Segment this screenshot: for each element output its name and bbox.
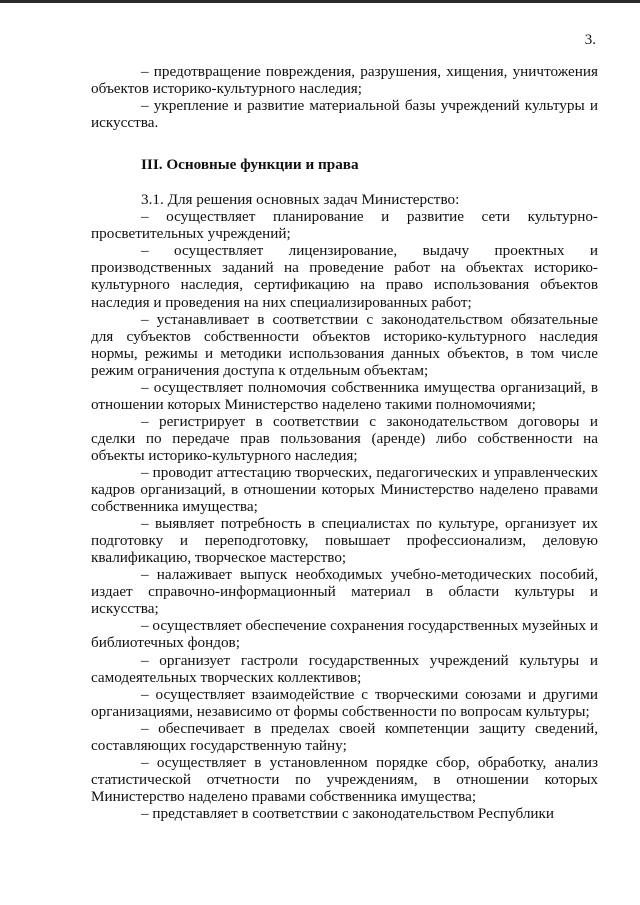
list-item: – осуществляет обеспечение сохранения государственных музейных и библиотечных фондов; (91, 617, 598, 652)
list-item: – осуществляет взаимодействие с творческими союзами и другими организациями, независимо от формы собственности по вопросам культуры; (91, 685, 598, 720)
list-item: – регистрирует в соответствии с законодательством договоры и сделки по передаче прав пользования (аренде) либо собственности на объекты историко-культурного наследия; (91, 412, 598, 464)
paragraph: – предотвращение повреждения, разрушения, хищения, уничтожения объектов историко-культурного наследия; (91, 63, 598, 98)
paragraph: – укрепление и развитие материальной базы учреждений культуры и искусства. (91, 97, 598, 132)
list-item: – организует гастроли государственных учреждений культуры и самодеятельных творческих коллективов; (91, 651, 598, 686)
list-item: – устанавливает в соответствии с законодательством обязательные для субъектов собственности объектов историко-культурного наследия нормы, режимы и методики использования данных объектов, в том числе режим ограничения доступа к отдельным объектам; (91, 310, 598, 379)
list-item: – налаживает выпуск необходимых учебно-методических пособий, издает справочно-информационный материал в области культуры и искусства; (91, 566, 598, 618)
list-item: – проводит аттестацию творческих, педагогических и управленческих кадров организаций, в отношении которых Министерство наделено правами собственника имущества; (91, 463, 598, 516)
list-item: – осуществляет лицензирование, выдачу проектных и производственных заданий на проведение работ на объектах историко-культурного наследия, сертификацию на право использования объектов наследия и проведения на них специализированных работ; (91, 242, 598, 311)
list-item: – осуществляет в установленном порядке сбор, обработку, анализ статистической отчетности по учреждениям, в отношении которых Министерство наделено правами собственника имущества; (91, 753, 598, 805)
list-item: – выявляет потребность в специалистах по культуре, организует их подготовку и переподготовку, повышает профессионализм, деловую квалификацию, творческое мастерство; (91, 515, 598, 567)
page-number: 3. (584, 32, 596, 48)
document-body (91, 63, 598, 822)
list-item: – осуществляет планирование и развитие сети культурно-просветительных учреждений; (91, 208, 598, 243)
section-heading: III. Основные функции и права (141, 156, 359, 174)
list-item: – обеспечивает в пределах своей компетенции защиту сведений, составляющих государственную тайну; (91, 719, 598, 754)
list-item: – представляет в соответствии с законодательством Республики (141, 804, 555, 822)
list-item: – осуществляет полномочия собственника имущества организаций, в отношении которых Министерство наделено такими полномочиями; (91, 378, 598, 413)
section-intro: 3.1. Для решения основных задач Министерство: (141, 191, 460, 209)
scan-edge (0, 0, 640, 3)
